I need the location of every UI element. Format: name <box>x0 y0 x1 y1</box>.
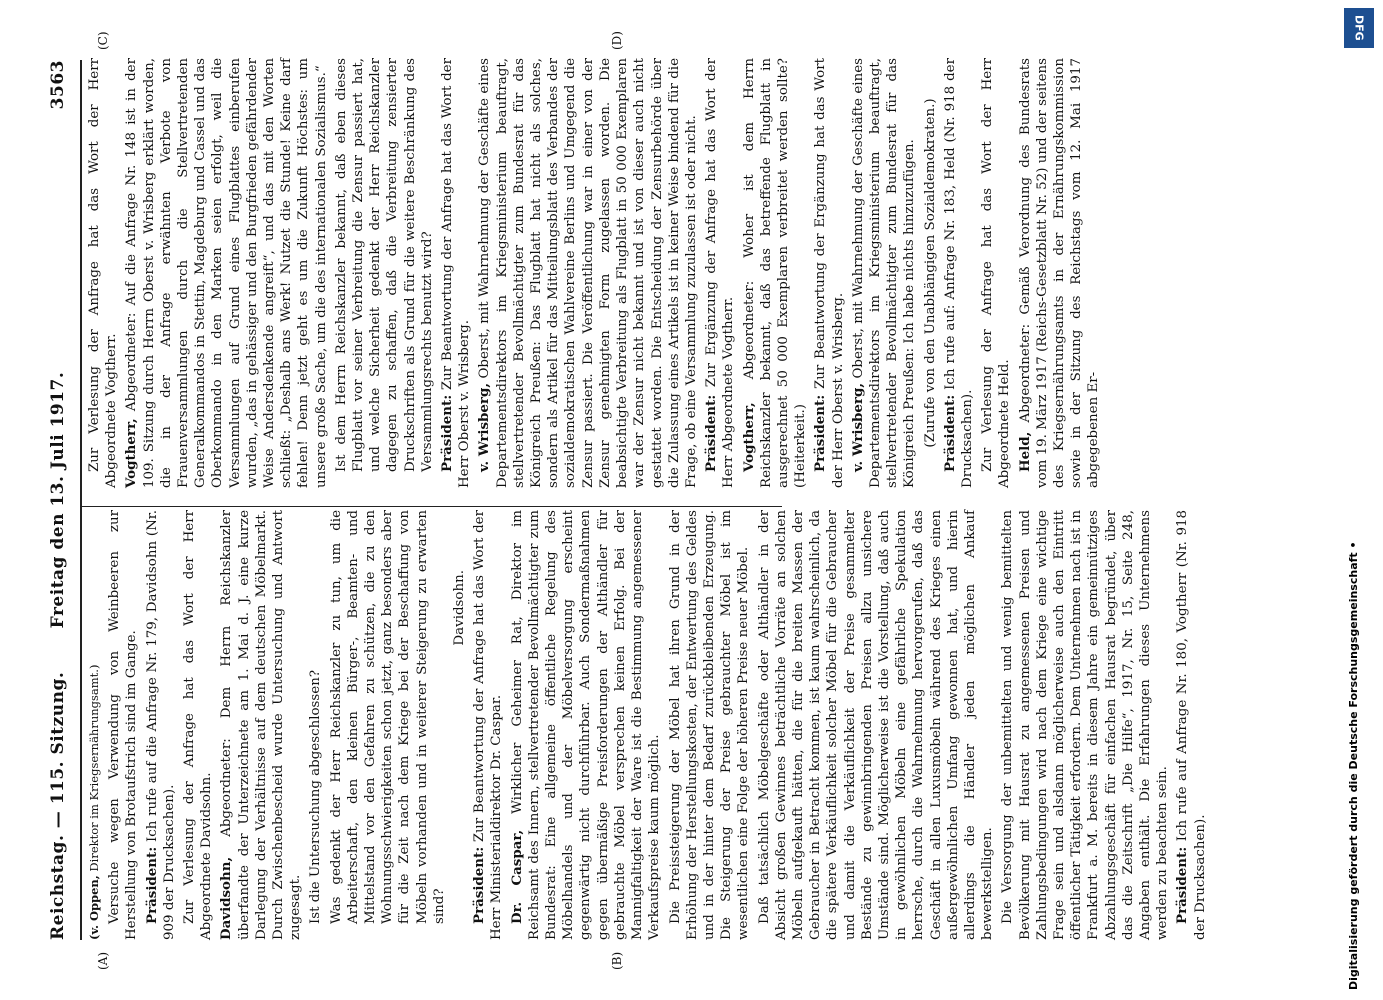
speaker-name: Held, <box>1016 431 1033 472</box>
speaker-name: Vogtherr, <box>123 418 140 488</box>
paragraph-text: Abgeordneter: Dem Herrn Reichskanzler überfandte der Unterzeichnete am 1. Mai d. J. eine kurze Darlegung der Verhältnisse auf dem deutschen Möbelmarkt. Durch Zwischenbescheid wurde Untersuchung und Antwort zugesagt. <box>219 510 304 940</box>
speaker-name: Präsident: <box>1174 846 1191 924</box>
paragraph <box>86 510 103 940</box>
paragraph-text: Oberst, mit Wahrnehmung der Geschäfte eines Departementsdirektors im Kriegsministerium beauftragt, stellvertretender Bevollmächtigter zum Bundesrat für das Königreich Preußen: Ich habe nichts hinzuzufügen. <box>850 58 918 488</box>
paragraph <box>328 510 448 940</box>
speaker-name: (v. Oppen, <box>87 875 101 940</box>
speaker-name: v. Wrisberg, <box>849 382 866 472</box>
paragraph <box>471 510 505 940</box>
header-rule <box>80 60 82 940</box>
paragraph-text: Zur Beantwortung der Ergänzung hat das Wort der Herr Oberst v. Wrisberg. <box>813 58 846 488</box>
paragraph <box>181 510 215 940</box>
paragraph-text: (Zurufe von den Unabhängigen Sozialdemokraten.) <box>922 98 938 448</box>
speaker-name: Dr. Caspar, <box>508 829 525 924</box>
margin-mark-d: (D) <box>610 31 624 50</box>
page-header <box>48 60 82 940</box>
paragraph <box>850 58 919 488</box>
paragraph <box>509 510 664 940</box>
paragraph-text: Wirklicher Geheimer Rat, Direktor im Reichsamt des Innern, stellvertretender Bevollmächtigter zum Bundesrat: Eine allgemeine öffentliche Regelung des Möbelhandels und der Möbelversorgung erscheint gegenwärtig nicht durchführbar. Auch Sondermaßnahmen gegen übermäßige Preisforderungen der Althändler für gebrauchte Möbel versprechen keinen Erfolg. Bei der Mannigfaltigkeit der Ware ist die Bestimmung angemessener Verkaufspreise kaum möglich. <box>509 510 663 940</box>
paragraph <box>667 510 753 940</box>
paragraph <box>218 510 304 940</box>
paragraph-text: Ich rufe auf die Anfrage Nr. 179, Davidsohn (Nr. 909 der Drucksachen). <box>144 510 177 940</box>
paragraph-text: Was gedenkt der Herr Reichskanzler zu tun, um die Arbeiterschaft, den kleinen Bürger-, Beamten- und Mittelstand vor den Gefahren zu schützen, die zu den Wohnungsschwierigkeiten schon jetzt, ganz besonders aber für die Zeit nach dem Kriege bei der Beschaffung von Möbeln vorhanden und in weiterer Steigerung zu erwarten sind? <box>328 510 447 924</box>
speaker-name: Davidsohn, <box>218 856 235 940</box>
margin-mark-b: (B) <box>610 951 624 970</box>
paragraph <box>1174 510 1208 940</box>
paragraph <box>307 510 324 940</box>
paragraph-text: Ist dem Herrn Reichskanzler bekannt, daß eben dieses Flugblatt vor seiner Verbreitung die Zensur passiert hat, und welche Sicherheit gedenkt der Herr Reichskanzler dagegen zu schaffen, daß die Verbreitung zensierter Druckschriften als Grund für die weitere Beschränkung des Versammlungsrechts benutzt wird? <box>333 58 435 472</box>
paragraph <box>476 58 700 488</box>
paragraph <box>123 58 329 488</box>
paragraph-text: Daß tatsächlich Möbelgeschäfte oder Althändler in der Absicht großen Gewinnes beträchtliche Vorräte an solchen Möbeln aufgekauft hätten, die für die breiten Massen der Gebraucher in Betracht kommen, ist kaum wahrscheinlich, da die spätere Verkäuflichkeit solcher Möbel für die Gebraucher und damit die Verkäuflichkeit der Preise gesammelter Bestände zu gewinnbringenden Preisen allzu unsichere Umstände sind. Möglicherweise ist die Vorstellung, daß auch in gewöhnlichen Möbeln eine gefährliche Spekulation herrsche, durch die Wahrnehmung hervorgerufen, daß das Geschäft in allen Luxusmöbeln während des Krieges einen außergewöhnlichen Umfang gewonnen hat, und hierin allerdings die Händler jeden möglichen Ankauf bewerkstelligen. <box>756 510 996 940</box>
page-number: 3563 <box>48 60 68 110</box>
dfg-logo: DFG <box>1344 8 1374 48</box>
paragraph-text: Ist die Untersuchung abgeschlossen? <box>308 669 324 924</box>
paragraph <box>741 58 810 488</box>
paragraph-text: Zur Verlesung der Anfrage hat das Wort der Herr Abgeordnete Davidsohn. <box>182 510 215 940</box>
speaker-name: Präsident: <box>471 846 488 924</box>
speaker-name: v. Wrisberg, <box>476 382 493 472</box>
speaker-name: Präsident: <box>941 394 958 472</box>
paragraph <box>812 58 846 488</box>
paragraph <box>999 510 1171 940</box>
paragraph <box>451 510 468 940</box>
paragraph <box>439 58 473 488</box>
paragraph-text: Ich rufe auf Anfrage Nr. 180, Vogtherr (Nr. 918 der Drucksachen). <box>1175 510 1208 940</box>
paragraph <box>942 58 976 488</box>
paragraph-text: Die Versorgung der unbemittelten und wenig bemittelten Bevölkerung mit Hausrat zu angemessenen Preisen und Zahlungsbedingungen wird nach dem Kriege eine wichtige Frage sein und alsdann möglicherweise auch den Eintritt öffentlicher Tätigkeit erfordern. Dem Unternehmen nach ist in Frankfurt a. M. bereits in diesem Jahre ein gemeinnütziges Abzahlungsgeschäft für einfachen Hausrat begründet, über das die Zeitschrift „Die Hilfe“, 1917, Nr. 15, Seite 248, Angaben enthält. Die Erfahrungen dieses Unternehmens werden zu beachten sein. <box>1000 510 1171 940</box>
paragraph-text: Ich rufe auf: Anfrage Nr. 183, Held (Nr. 918 der Drucksachen). <box>942 58 975 488</box>
paragraph-text: Zur Ergänzung der Anfrage hat das Wort der Herr Abgeordnete Vogtherr. <box>704 58 737 488</box>
paragraph <box>106 510 140 940</box>
paragraph-text: Abgeordneter: Auf die Anfrage Nr. 148 ist in der 109. Sitzung durch Herrn Oberst v. Wrisberg erklärt worden, die in der Anfrage erwähnten Verbote von Frauenversammlungen durch die Stellvertretenden Generalkommandos in Stettin, Magdeburg und Cassel und das Oberkommando in den Marken seien erfolgt, weil die Versammlungen auf Grund eines Flugblattes einberufen wurden, „das in gehässiger und den Burgfrieden gefährdender Weise Andersdenkende angreift“, und das mit den Worten schließt: „Deshalb ans Werk! Nutzet die Stunde! Keine darf fehlen! Denn jetzt geht es um die Zukunft Höchstes: um unsere große Sache, um die des internationalen Sozialismus.“ <box>124 58 329 488</box>
speaker-name: Präsident: <box>812 394 829 472</box>
header-center: Freitag den 13. Juli 1917. <box>48 371 68 629</box>
paragraph-text: Versuche wegen Verwendung von Weinbeeren zur Herstellung von Brotaufstrich sind im Gange. <box>107 510 140 940</box>
paragraph <box>922 58 939 488</box>
paragraph-text: Abgeordneter: Woher ist dem Herrn Reichskanzler bekannt, daß das betreffende Flugblatt in ausgerechnet 50 000 Exemplaren verbreitet werden sollte? (Heiterkeit.) <box>741 58 809 488</box>
paragraph <box>333 58 436 488</box>
right-column <box>86 58 1106 488</box>
margin-mark-c: (C) <box>96 31 110 50</box>
paragraph-text: Davidsohn. <box>452 570 468 646</box>
dfg-credit: Digitalisierung gefördert durch die Deutsche Forschungsgemeinschaft • <box>1347 541 1360 990</box>
paragraph <box>756 510 997 940</box>
paragraph-text: Die Preissteigerung der Möbel hat ihren Grund in der Erhöhung der Herstellungskosten, der Entwertung des Geldes und in der hinter dem Bedarf zurückbleibenden Erzeugung. Die Steigerung der Preise gebrauchter Möbel ist im wesentlichen eine Folge der höheren Preise neuer Möbel. <box>667 510 752 940</box>
paragraph <box>703 58 737 488</box>
paragraph-text: Direktor im Kriegsernährungsamt.) <box>87 664 101 876</box>
speaker-name: Präsident: <box>143 846 160 924</box>
left-column <box>86 510 1212 940</box>
paragraph <box>979 58 1013 488</box>
speaker-name: Präsident: <box>703 394 720 472</box>
margin-mark-a: (A) <box>96 951 110 970</box>
speaker-name: Vogtherr, <box>740 402 757 472</box>
paragraph-text: Oberst, mit Wahrnehmung der Geschäfte eines Departementsdirektors im Kriegsministerium beauftragt, stellvertretender Bevollmächtigter zum Bundesrat für das Königreich Preußen: Das Flugblatt hat nicht als solches, sondern als Artikel für das Mitteilungsblatt des Verbandes der sozialdemokratischen Wahlvereine Berlins und Umgegend die Zensur passiert. Die Veröffentlichung war in einer von der Zensur genehmigten Form zugelassen worden. Die beabsichtigte Verbreitung als Flugblatt in 50 000 Exemplaren war der Zensur nicht bekannt und ist von dieser auch nicht gestattet worden. Die Entscheidung der Zensurbehörde über die Zulassung eines Artikels ist in keiner Weise bindend für die Frage, ob eine Versammlung zuzulassen ist oder nicht. <box>477 58 699 488</box>
header-left: Reichstag. — 115. Sitzung. <box>48 671 68 940</box>
paragraph <box>86 58 120 488</box>
paragraph-text: Zur Beantwortung der Anfrage hat das Wort der Herr Oberst v. Wrisberg. <box>440 58 473 488</box>
paragraph <box>1017 58 1103 488</box>
speaker-name: Präsident: <box>439 394 456 472</box>
paragraph-text: Abgeordneter: Gemäß Verordnung des Bundesrats vom 19. März 1917 (Reichs-Gesetzblatt Nr. 52) und der seitens des Kriegsernährungsamts in der Ernährungskommission sowie in der Sitzung des Reichstags vom 12. Mai 1917 abgegebenen Er- <box>1017 58 1102 488</box>
column-divider <box>82 506 782 507</box>
paragraph-text: Zur Verlesung der Anfrage hat das Wort der Herr Abgeordnete Vogtherr. <box>87 58 120 488</box>
paragraph-text: Zur Verlesung der Anfrage hat das Wort der Herr Abgeordnete Held. <box>980 58 1013 488</box>
paragraph-text: Zur Beantwortung der Anfrage hat das Wort der Herr Ministerialdirektor Dr. Caspar. <box>472 510 505 940</box>
paragraph <box>144 510 178 940</box>
